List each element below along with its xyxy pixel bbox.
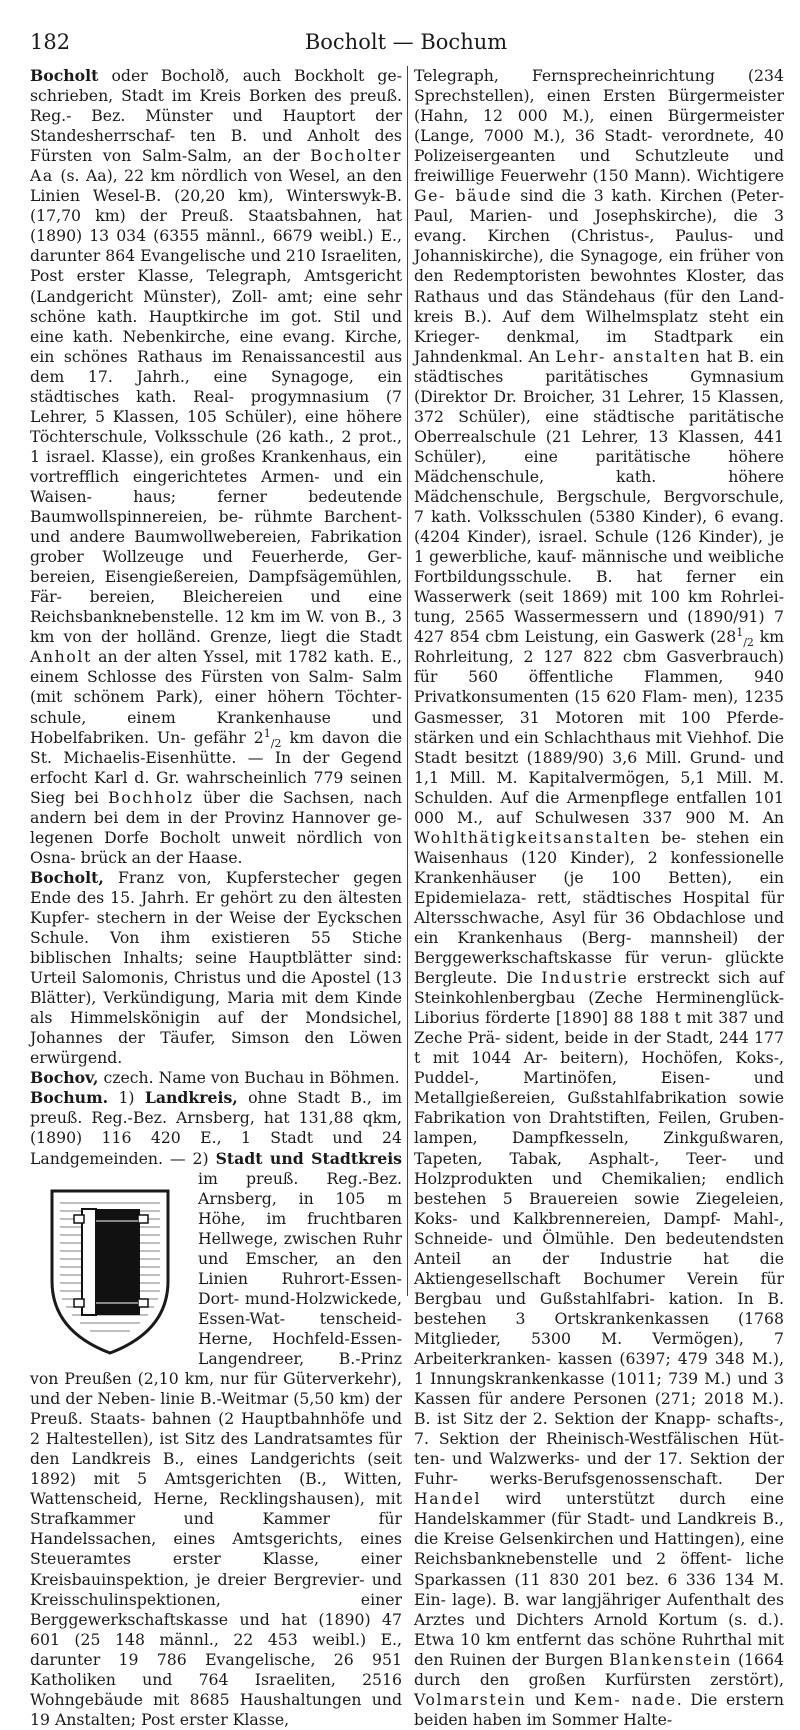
running-title: Bocholt — Bochum (304, 30, 508, 54)
page-header (30, 30, 782, 60)
coat-of-arms-image (30, 1171, 190, 1361)
headword-bochov: Bochov, (30, 1068, 99, 1088)
left-column (30, 66, 402, 1729)
entry-bochov: Bochov, czech. Name von Buchau in Böhmen. (30, 1068, 400, 1088)
entry-bochum-continued: Telegraph, Fernsprecheinrichtung (234 Sprechstellen), einen Ersten Bürgermeister (Hahn, 12 000 M.), einen Bürgermeister (Lange, 7000 M.), 36 Stadt- verordnete, 40 Polizeisergeanten und Schutzleute und freiwillige Feuerwehr (150 Mann). Wichtigere Ge- bäude sind die 3 kath. Kirchen (Peter-Paul, Marien- und Josephskirche), die 3 evang. Kirchen (Christus-, Paulus- und Johanniskirche), die Synagoge, ein früher von den Redemptoristen bewohntes Kloster, das Rathaus und das Ständehaus (für den Land- kreis B.). Auf dem Wilhelmsplatz steht ein Krieger- denkmal, im Stadtpark ein Jahndenkmal. An Lehr- anstalten hat B. ein städtisches paritätisches Gymnasium (Direktor Dr. Broicher, 31 Lehrer, 15 Klassen, 372 Schüler), eine städtische paritätische Oberrealschule (21 Lehrer, 13 Klassen, 441 Schüler), eine paritätische höhere Mädchenschule, kath. höhere Mädchenschule, Bergschule, Bergvorschule, 7 kath. Volksschulen (5380 Kinder), 6 evang. (4204 Kinder), israel. Schule (126 Kinder), je 1 gewerbliche, kauf- männische und weibliche Fortbildungsschule. B. hat ferner ein Wasserwerk (seit 1869) mit 100 km Rohrlei- tung, 2565 Wassermessern und (1890/91) 7 427 854 cbm Leistung, ein Gaswerk ($28^1_{/2}$ km Rohrleitung, 2 127 822 cbm Gasverbrauch) für 560 öffentliche Flammen, 940 Privatkonsumenten (15 620 Flam- men), 1235 Gasmesser, 31 Motoren mit 100 Pferde- stärken und ein Schlachthaus mit Viehhof. Die Stadt besitzt (1889/90) 3,6 Mill. Grund- und 1,1 Mill. M. Kapitalvermögen, 5,1 Mill. M. Schulden. Auf die Armenpflege entfallen 101 000 M., auf Schulwesen 337 900 M. An Wohlthätigkeitsanstalten be- stehen ein Waisenhaus (120 Kinder), 2 konfessionelle Krankenhäuser (je 100 Betten), ein Epidemielaza- rett, städtisches Hospital für Altersschwache, Asyl für 36 Obdachlose und ein Krankenhaus (Berg- mannsheil) der Berggewerkschaftskasse für verun- glückte Bergleute. Die Industrie erstreckt sich auf Steinkohlenbergbau (Zeche Herminenglück-Liborius förderte [1890] 88 188 t mit 387 und Zeche Prä- sident, beide in der Stadt, 244 177 t mit 1044 Ar- beitern), Hochöfen, Koks-, Puddel-, Martinöfen, Eisen- und Metallgießereien, Gußstahlfabrikation sowie Fabrikation von Drahtstiften, Feilen, Gruben- lampen, Dampfkesseln, Zinkgußwaren, Tapeten, Tabak, Asphalt-, Teer- und Holzprodukten und Chemikalien; endlich bestehen 5 Brauereien sowie Ziegeleien, Koks- und Kalkbrennereien, Dampf- Mahl-, Schneide- und Ölmühle. Den bedeutendsten Anteil an der Industrie hat die Aktiengesellschaft Bochumer Verein für Bergbau und Gußstahlfabri- kation. In B. bestehen 3 Ortskrankenkassen (1768 Mitglieder, 5300 M. Vermögen), 7 Arbeiterkranken- kassen (6397; 479 348 M.), 1 Innungskrankenkasse (1011; 739 M.) und 3 Kassen für andere Personen (271; 2018 M.). B. ist Sitz der 2. Sektion der Knapp- schafts-, 7. Sektion der Rheinisch-Westfälischen Hüt- ten- und Walzwerks- und der 17. Sektion der Fuhr- werks-Berufsgenossenschaft. Der Handel wird unterstützt durch eine Handelskammer (für Stadt- und Landkreis B., die Kreise Gelsenkirchen und Hattingen), eine Reichsbanknebenstelle und 2 öffent- liche Sparkassen (11 830 201 bez. 6 336 134 M. Ein- lage). B. war langjähriger Aufenthalt des Arztes und Dichters Arnold Kortum (s. d.). Etwa 10 km entfernt das schöne Ruhrthal mit den Ruinen der Burgen Blankenstein (1664 durch den großen Kurfürsten zerstört), Volmarstein und Kem- nade. Die erstern beiden haben im Sommer Halte- (414, 66, 785, 1729)
right-column (414, 66, 785, 1729)
entry-bocholt-franz: Bocholt, Franz von, Kupferstecher gegen Ende des 15. Jahrh. Er gehört zu den ältesten Kupfer- stechern in der Weise der Eyckschen Schule. Von ihm existieren 55 Stiche biblischen Inhalts; seine Hauptblätter sind: Urteil Salomonis, Christus und die Apostel (13 Blätter), Verkündigung, Maria mit dem Kinde als Himmelskönigin auf der Mondsichel, Johannes der Täufer, Simson den Löwen erwürgend. (30, 867, 402, 1068)
entry-bocholt-town: Bocholt oder Bocholð, auch Bockholt ge- schrieben, Stadt im Kreis Borken des preuß. Reg.- Bez. Münster und Hauptort der Standesherrschaf- ten B. und Anholt des Fürsten von Salm-Salm, an der Bocholter Aa (s. Aa), 22 km nördlich von Wesel, an den Linien Wesel-B. (20,20 km), Winterswyk-B. (17,70 km) der Preuß. Staatsbahnen, hat (1890) 13 034 (6355 männl., 6679 weibl.) E., darunter 864 Evangelische und 210 Israeliten, Post erster Klasse, Telegraph, Amtsgericht (Landgericht Münster), Zoll- amt; eine sehr schöne kath. Hauptkirche im got. Stil und eine kath. Nebenkirche, eine evang. Kirche, ein schönes Rathaus im Renaissancestil aus dem 17. Jahrh., eine Synagoge, ein städtisches kath. Real- progymnasium (7 Lehrer, 5 Klassen, 105 Schüler), eine höhere Töchterschule, Volksschule (26 kath., 2 prot., 1 israel. Klasse), ein großes Krankenhaus, ein vortrefflich eingerichtetes Armen- und ein Waisen- haus; ferner bedeutende Baumwollspinnereien, be- rühmte Barchent- und andere Baumwollwebereien, Fabrikation grober Wollzeuge und Feuerherde, Ger- bereien, Eisengießereien, Dampfsägemühlen, Fär- bereien, Bleichereien und eine Reichsbanknebenstelle. 12 km im W. von B., 3 km von der holländ. Grenze, liegt die Stadt Anholt an der alten Yssel, mit 1782 kath. E., einem Schlosse des Fürsten von Salm- Salm (mit schönem Park), einer höhern Töchter- schule, einem Krankenhause und Hobelfabriken. Un- gefähr $2^1_{/2}$ km davon die St. Michaelis-Eisenhütte. — In der Gegend erfocht Karl d. Gr. wahrscheinlich 779 seinen Sieg bei Bochholz über die Sachsen, nach andern bei dem in der Provinz Hannover ge- legenen Dorfe Bocholt unweit nördlich von Osna- brück an der Haase. (30, 66, 402, 867)
page-number: 182 (30, 30, 71, 54)
headword-bocholt-franz: Bocholt, (30, 867, 104, 887)
headword-bocholt: Bocholt (30, 66, 99, 85)
column-divider (407, 66, 408, 1296)
entry-bochum: Bochum. 1) Landkreis, ohne Stadt B., im preuß. Reg.-Bez. Arnsberg, hat 131,88 qkm, (1890) 116 420 E., 1 Stadt und 24 Landgemeinden. — 2) Stadt und Stadtkreis im preuß. Reg.-Bez. Arnsberg, in 105 m Höhe, im fruchtbaren Hellwege, zwischen Ruhr und Emscher, an den Linien Ruhrort-Essen-Dort- mund-Holzwickede, Essen-Wat- tenscheid-Herne, Hochfeld-Essen- Langendreer, B.-Prinz von Preußen (2,10 km, nur für Güterverkehr), und der Neben- linie B.-Weitmar (5,50 km) der Preuß. Staats- bahnen (2 Hauptbahnhöfe und 2 Haltestellen), ist Sitz des Landratsamtes für den Landkreis B., eines Landgerichts (seit 1892) mit 5 Amtsgerichten (B., Witten, Wattenscheid, Herne, Recklingshausen), mit Strafkammer und Kammer für Handelssachen, eines Amtsgerichts, eines Steueramtes erster Klasse, einer Kreisbauinspektion, je dreier Bergrevier- und Kreisschulinspektionen, einer Berggewerkschaftskasse und hat (1890) 47 601 (25 148 männl., 22 453 weibl.) E., darunter 19 786 Evangelische, 26 951 Katholiken und 764 Israeliten, 2516 Wohngebäude mit 8685 Haushaltungen und 19 Anstalten; Post erster Klasse, (30, 1088, 402, 1729)
headword-bochum: Bochum. (30, 1088, 109, 1108)
